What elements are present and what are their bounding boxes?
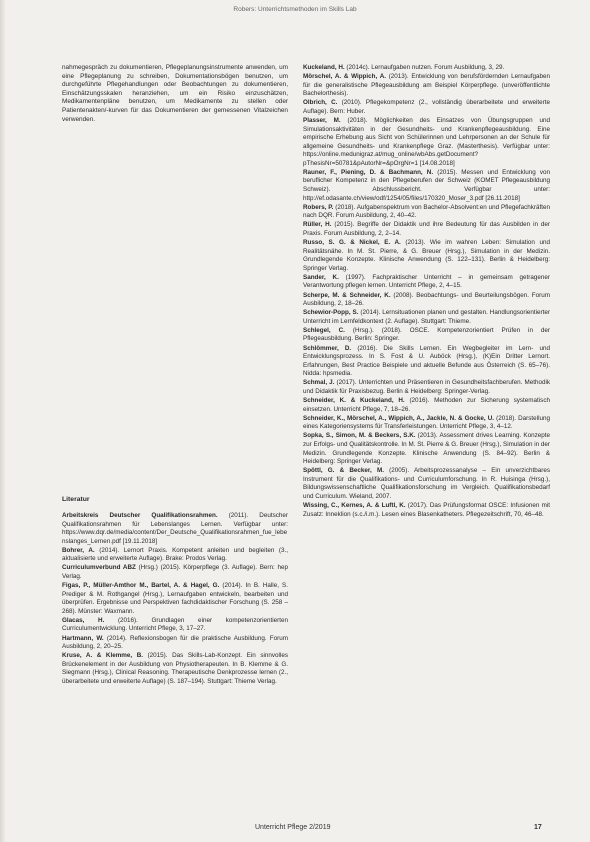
reference-author: Schlegel, C.	[303, 326, 345, 334]
reference-entry	[303, 99, 550, 116]
reference-details: (2014). Reflexionsbogen für die praktische Ausbildung. Forum Ausbildung, 2, 20–25.	[62, 634, 288, 651]
page-number: 17	[534, 824, 542, 831]
reference-author: Figas, P., Müller-Amthor M., Bartel, A. & Hagel, G.	[62, 582, 220, 590]
reference-entry	[303, 239, 550, 273]
reference-details: (2014). Lernort Praxis. Kompetent anleiten und begleiten (3., aktualisierte und erweiterte Auflage). Brake: Prodos Verlag.	[62, 546, 288, 563]
reference-author: Spöttl, G. & Becker, M.	[303, 467, 384, 475]
journal-issue: Unterricht Pflege 2/2019	[255, 824, 331, 831]
reference-details: (2015). Das Skills-Lab-Konzept. Ein sinnvolles Brückenelement in der Ausbildung von Physiotherapeuten. In B. Klemme & G. Siegmann (Hrsg.), Clinical Reasoning. Therapeutische Denkprozesse lernen (2., überarbeitete und erweiterte Auflage) (S. 187–194). Stuttgart: Thieme Verlag.	[62, 652, 288, 685]
reference-author: Sopka, S., Simon, M. & Beckers, S.K.	[303, 432, 416, 440]
reference-entry	[303, 204, 550, 221]
body-paragraph: nahmegespräch zu dokumentieren, Pflegeplanungsinstrumente anwenden, um eine Pflegeplanung zu schreiben, Dokumentationsbögen benutzen, um durchgeführte Pflegehandlungen oder Beobachtungen zu dokumentieren, Einschätzungsskalen heranziehen, um ein Risiko einzuschätzen, Medikamentenpläne benutzen, um Medikamente zu stellen oder Patientenakten/-kurven für das Dokumentieren der gemessenen Vitalzeichen verwenden.	[62, 64, 288, 123]
reference-author: Schewior-Popp, S.	[303, 309, 359, 317]
reference-details: (2016). Die Skills Lernen. Ein Wegbegleiter im Lern- und Entwicklungsprozess. In S. Fost & U. Auböck (Hrsg.), (K)Ein Dritter Lernort. Erfahrungen, Best Practice Beispiele und aktuelle Befunde aus Österreich (S. 65–76). Nidda: hpsmedia.	[303, 344, 550, 378]
reference-entry	[303, 221, 550, 238]
literature-heading: Literatur	[62, 496, 90, 503]
reference-details: (2016). Methoden zur Sicherung systematisch einsetzen. Unterricht Pflege, 7, 18–26.	[303, 397, 550, 413]
reference-author: Schmal, J.	[303, 379, 335, 387]
reference-author: Schlömmer, D.	[303, 344, 352, 352]
reference-author: Kruse, A. & Klemme, B.	[62, 652, 144, 660]
reference-entry	[303, 327, 550, 344]
references-left	[62, 512, 288, 687]
reference-entry	[303, 415, 550, 432]
reference-author: Scherpe, M. & Schneider, K.	[303, 291, 391, 299]
reference-author: Bohrer, A.	[62, 546, 95, 554]
reference-details: (2016). Grundlagen einer kompetenzorientierten Curriculumentwicklung. Unterricht Pflege, 3, 17–27.	[62, 616, 288, 633]
reference-author: Schneider, K., Mörschel, A., Wippich, A., Jackle, N. & Gocke, U.	[303, 414, 495, 422]
reference-author: Glacas, H.	[62, 616, 105, 624]
reference-entry	[303, 274, 550, 291]
reference-author: Arbeitskreis Deutscher Qualifikationsrahmen.	[62, 512, 218, 519]
reference-details: (2018). Möglichkeiten des Einsatzes von Übungsgruppen und Simulationsaktivitäten in der Gesundheits- und Krankenpflegeausbildung. Eine empirische Erhebung aus Sicht von Schülerinnen und Lehrpersonen an der Schule für allgemeine Gesundheits- und Krankenpflege Graz. (Masterthesis). Verfügbar unter: https://online.medunigraz.at/mug_online/wbAbs.getDocument?pThesisNr=50781&pAutorNr=&pOrgNr=1 [14.08.2018]	[303, 117, 550, 167]
reference-details: (2018). Aufgabenspektrum von Bachelor-Absolvent:en und Pflegefachkräften nach DQR. Forum Ausbildung, 2, 40–42.	[303, 203, 550, 220]
reference-entry	[303, 502, 550, 519]
reference-entry	[303, 379, 550, 396]
reference-details: (2014). In B. Halle, S. Prediger & M. Rothgangel (Hrsg.), Lernaufgaben entwickeln, bearbeiten und überprüfen. Ergebnisse und Perspektiven fachdidaktischer Forschung (S. 258 – 268). Münster: Waxmann.	[62, 582, 288, 615]
reference-entry	[303, 397, 550, 414]
reference-entry	[62, 582, 288, 616]
reference-entry	[303, 117, 550, 168]
reference-details: (2013). Wie im wahren Leben: Simulation und Realitätsnähe. In M. St. Pierre, & G. Breuer (Hrsg.), Simulation in der Medizin. Grundlegende Konzepte. Klinische Anwendung (S. 122–131). Berlin & Heidelberg: Springer Verlag.	[303, 239, 550, 272]
reference-entry	[303, 73, 550, 99]
reference-author: Mörschel, A. & Wippich, A.	[303, 73, 387, 81]
reference-details: (2008). Beobachtungs- und Beurteilungsbögen. Forum Ausbildung, 2, 18–26.	[303, 291, 550, 308]
reference-details: (2013). Entwicklung von berufsfördernden Lernaufgaben für die generalistische Pflegeausbildung am Beispiel Körperpflege. (unveröffentlichte Bachelorthesis).	[303, 73, 550, 98]
reference-entry	[303, 345, 550, 379]
reference-author: Rüller, H.	[303, 221, 332, 229]
reference-details: (2017). Unterrichten und Präsentieren in Gesundheitsfachberufen. Methodik und Didaktik für Praxisbezug. Berlin & Heidelberg: Springer-Verlag.	[303, 379, 550, 395]
reference-author: Wissing, C., Kernes, A. & Luftl, K.	[303, 502, 406, 510]
reference-entry	[62, 617, 288, 634]
reference-entry	[303, 467, 550, 501]
reference-entry	[303, 169, 550, 203]
reference-entry	[62, 564, 288, 581]
reference-details: (2011). Deutscher Qualifikationsrahmen für Lebenslanges Lernen. Verfügbar unter: https://www.dqr.de/media/content/Der_Deutsche_Qualifikationsrahmen_fue_lebenslanges_Lernen.pdf [19.11.2018]	[62, 512, 288, 545]
reference-author: Russo, S. G. & Nickel, E. A.	[303, 239, 401, 247]
reference-entry	[303, 292, 550, 309]
reference-entry	[303, 64, 550, 73]
reference-details: (2010). Pflegekompetenz (2., vollständig überarbeitete und erweiterte Auflage). Bern: Huber.	[303, 99, 551, 115]
reference-details: (2017). Das Prüfungsformat OSCE: Infusionen mit Zusatz: Inneklion (s.c./i.m.). Lesen eines Blasenkatheters. Pflegezeitschrift, 70, 46–48.	[303, 502, 550, 518]
reference-details: (2014c). Lernaufgaben nutzen. Forum Ausbildung, 3, 29.	[344, 64, 505, 71]
reference-author: Plasser, M.	[303, 117, 341, 125]
scan-edge	[0, 0, 6, 842]
reference-author: Schneider, K. & Kuckeland, H.	[303, 397, 405, 405]
reference-entry	[62, 512, 288, 546]
reference-author: Olbrich, C.	[303, 99, 338, 107]
reference-author: Sander, K.	[303, 273, 339, 281]
reference-details: (2015). Begriffe der Didaktik und ihre Bedeutung für das Ausbilden in der Praxis. Forum Ausbildung, 2, 2–14.	[303, 221, 551, 237]
running-header: Robers: Unterrichtsmethoden im Skills Lab	[233, 6, 357, 13]
reference-entry	[303, 432, 550, 466]
reference-details: (Hrsg.). (2018). OSCE. Kompetenzorientiert Prüfen in der Pflegeausbildung. Berlin: Springer.	[303, 326, 551, 343]
left-column	[62, 64, 288, 124]
reference-entry	[62, 635, 288, 652]
reference-author: Curriculumverbund ABZ	[62, 564, 136, 572]
reference-details: (2018). Darstellung eines Kategoriensystems für Transferleistungen. Unterricht Pflege, 3, 4–12.	[303, 414, 550, 431]
reference-details: (2014). Lernsituationen planen und gestalten. Handlungsorientierter Unterricht im Lernfeldkontext (2. Auflage). Stuttgart: Thieme.	[303, 309, 551, 325]
references-right	[303, 64, 550, 520]
reference-details: (2005). Arbeitsprozessanalyse – Ein unverzichtbares Instrument für die Qualifikations- und Curriculumforschung. In R. Huisinga (Hrsg.), Bildungswissenschaftliche Qualifikationsforschung im Vergleich. Qualifikationsbedarf und Curriculum. Wieland, 2007.	[303, 467, 550, 500]
reference-entry	[62, 652, 288, 686]
reference-author: Robers, P.	[303, 203, 334, 211]
reference-details: (2013). Assessment drives Learning. Konzepte zur Erfolgs- und Qualitätskontrolle. In M. St. Pierre & G. Breuer (Hrsg.), Simulation in der Medizin. Grundlegende Konzepte. Klinische Anwendung (S. 84–92). Berlin & Heidelberg: Springer Verlag.	[303, 432, 550, 466]
reference-entry	[303, 309, 550, 326]
reference-author: Hartmann, W.	[62, 634, 104, 642]
reference-author: Kuckeland, H.	[303, 64, 345, 71]
reference-details: (Hrsg.) (2015). Körperpflege (3. Auflage). Bern: hep Verlag.	[62, 564, 288, 581]
reference-details: (2015). Messen und Entwicklung von beruflicher Kompetenz in den Pflegeberufen der Schweiz (KOMET Pflegeausbildung Schweiz). Abschlussbericht. Verfügbar unter: http://ef.odasantе.ch/view/odf/1254/05/files/170320_Moser_3.pdf [26.11.2018]	[303, 168, 550, 202]
reference-entry	[62, 547, 288, 564]
reference-details: (1997). Fachpraktischer Unterricht – in gemeinsam getragener Verantwortung pflegen lernen. Unterricht Pflege, 2, 4–15.	[303, 273, 550, 290]
reference-author: Rauner, F., Piening, D. & Bachmann, N.	[303, 168, 434, 176]
